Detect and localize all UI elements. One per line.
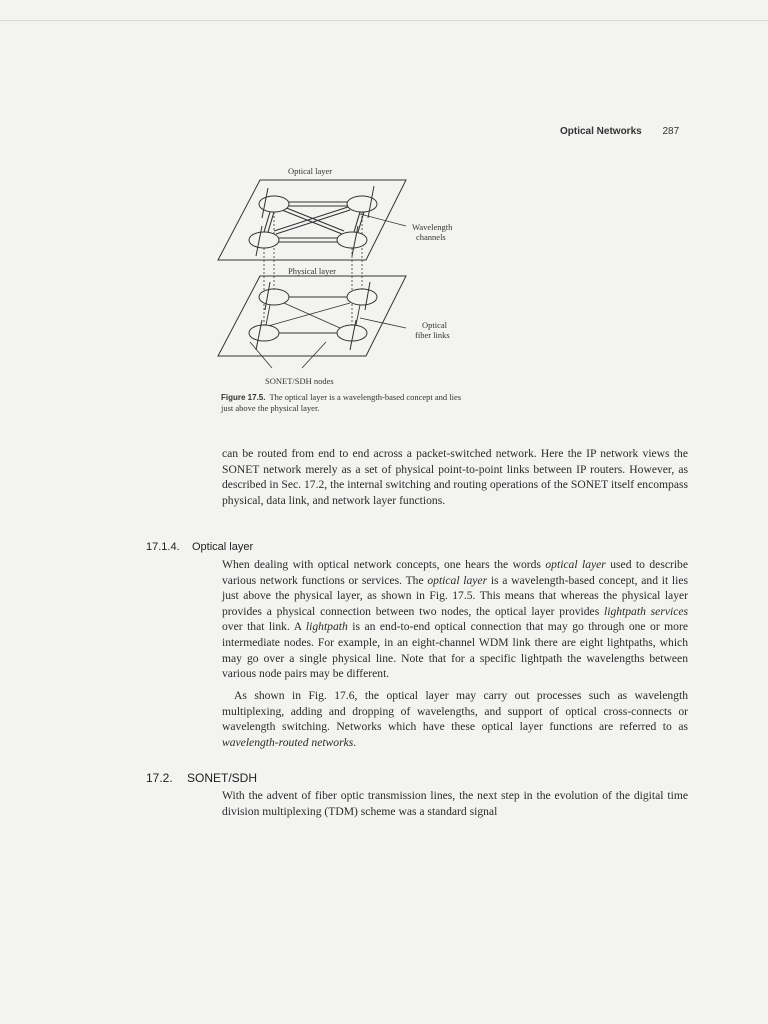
sonet-paragraph-1: With the advent of fiber optic transmission lines, the next step in the evolution of the digital time division multiplexing (TDM) scheme was a standard signal <box>222 789 688 818</box>
running-head-title: Optical Networks <box>560 126 642 137</box>
emphasis: wavelength-routed networks <box>222 735 354 749</box>
section-number: 17.2. <box>146 771 173 785</box>
emphasis: optical layer <box>545 558 606 571</box>
text-run: over that link. A <box>222 620 306 634</box>
label-fiber-1: Optical <box>422 320 448 330</box>
label-nodes: SONET/SDH nodes <box>265 376 334 386</box>
section-heading-17-2 <box>146 771 257 785</box>
optical-layer-plane <box>218 180 406 260</box>
text-run: As shown in Fig. 17.6, the optical layer may carry out processes such as wavelength multiplexing, adding and dropping of wavelengths, and support of optical cross-connects or wavelength switching. Networks which have these optical layer functions are referred to as <box>222 689 688 734</box>
section-title: SONET/SDH <box>187 771 258 785</box>
figure-caption-label: Figure 17.5. <box>221 393 266 402</box>
page-number: 287 <box>662 126 680 137</box>
section-title: Optical layer <box>192 541 254 553</box>
text-run: is an end-to-end optical connection that may go through one or more intermediate nodes. For example, in an eight-channel WDM link there are eight lightpaths, which may go over a single physical line. Note that for a specific lightpath the wavelengths between various node pairs may be different. <box>222 620 688 681</box>
figure-caption <box>221 392 471 413</box>
section-number: 17.1.4. <box>146 541 180 553</box>
emphasis: lightpath <box>305 620 348 634</box>
text-run: When dealing with optical network concepts, one hears the words <box>222 558 546 571</box>
text-run: used to describe various network functions or services. The <box>222 558 688 587</box>
label-physical-layer: Physical layer <box>288 266 336 276</box>
optical-layer-paragraph-2 <box>222 688 688 750</box>
intro-paragraph: can be routed from end to end across a packet-switched network. Here the IP network views the SONET network merely as a set of physical point-to-point links between IP routers. However, as described in Sec. 17.2, the internal switching and routing operations of the SONET itself encompass physical, data link, and network layer functions. <box>222 447 688 507</box>
figure-caption-text: The optical layer is a wavelength-based concept and lies just above the physical layer. <box>221 392 462 413</box>
label-fiber-2: fiber links <box>415 330 450 340</box>
label-wavelength-2: channels <box>416 232 446 242</box>
label-optical-layer: Optical layer <box>288 166 333 176</box>
page-top-edge <box>0 20 768 21</box>
optical-layer-paragraph-1 <box>222 557 688 682</box>
text-run: . <box>353 735 357 749</box>
emphasis: lightpath services <box>604 604 688 618</box>
figure-17-5 <box>210 160 480 420</box>
label-wavelength-1: Wavelength <box>412 222 453 232</box>
running-head <box>560 126 679 137</box>
physical-layer-plane <box>218 276 406 356</box>
section-heading-17-1-4 <box>146 541 253 553</box>
emphasis: optical layer <box>427 573 488 587</box>
layer-diagram <box>210 160 480 392</box>
text-run: is a wavelength-based concept, and it lies just above the physical layer, as shown in Fig. 17.5. This means that whereas the physical layer provides a physical connection between two nodes, the optical layer provides <box>222 573 688 618</box>
